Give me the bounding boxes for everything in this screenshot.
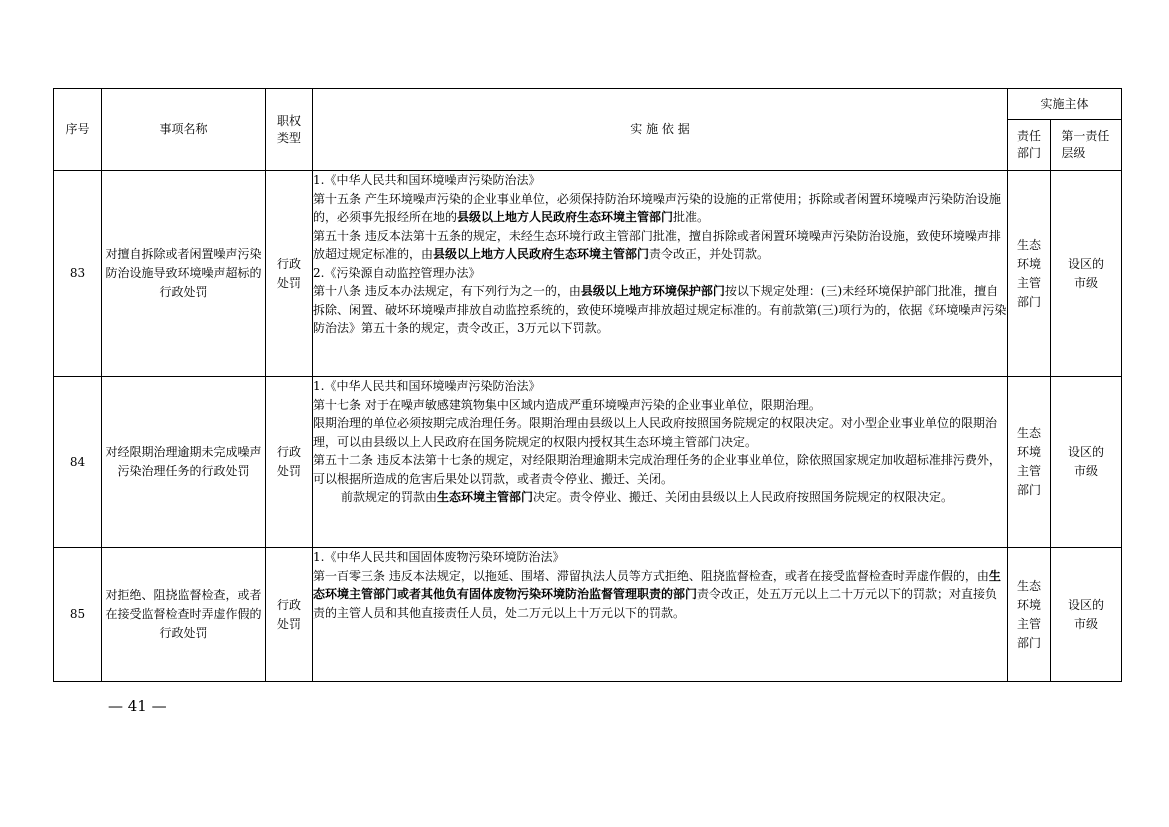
basis-paragraph: 第五十二条 违反本法第十七条的规定，对经限期治理逾期未完成治理任务的企业事业单位，除依照国家规定加收超标准排污费外，可以根据所造成的危害后果处以罚款，或者责令停业、搬迁、关闭。 <box>313 453 1001 486</box>
item-name: 对经限期治理逾期未完成噪声污染治理任务的行政处罚 <box>102 377 266 548</box>
basis-emphasis: 县级以上地方环境保护部门 <box>580 284 725 298</box>
basis-paragraph: 1.《中华人民共和国环境噪声污染防治法》 <box>313 173 541 187</box>
basis-paragraph: 2.《污染源自动监控管理办法》 <box>313 265 481 280</box>
header-level: 第一责任层级 <box>1051 120 1122 171</box>
power-type: 行政处罚 <box>266 548 313 682</box>
enforcement-table <box>53 88 1122 682</box>
row-number: 84 <box>54 377 102 548</box>
responsible-dept: 生态环境主管部门 <box>1008 171 1051 377</box>
responsible-level: 设区的市级 <box>1051 548 1122 682</box>
basis-emphasis: 县级以上地方人民政府生态环境主管部门 <box>433 247 650 261</box>
row-number: 83 <box>54 171 102 377</box>
basis-text <box>313 548 1008 682</box>
basis-paragraph: 第十八条 违反本办法规定，有下列行为之一的，由县级以上地方环境保护部门按以下规定处理：(三)未经环境保护部门批准，擅自拆除、闲置、破坏环境噪声排放自动监控系统的，致使环境噪声排放超过规定标准的。有前款第(三)项行为的，依据《环境噪声污染防治法》第五十条的规定，责令改正，3万元以下罚款。 <box>313 284 1007 335</box>
power-type: 行政处罚 <box>266 171 313 377</box>
basis-paragraph: 1.《中华人民共和国固体废物污染环境防治法》 <box>313 550 565 564</box>
basis-emphasis: 县级以上地方人民政府生态环境主管部门 <box>457 210 674 224</box>
table-row <box>54 377 1122 548</box>
responsible-dept: 生态环境主管部门 <box>1008 548 1051 682</box>
basis-paragraph: 第五十条 违反本法第十五条的规定，未经生态环境行政主管部门批准，擅自拆除或者闲置环境噪声污染防治设施，致使环境噪声排放超过规定标准的，由县级以上地方人民政府生态环境主管部门责令改正，并处罚款。 <box>313 228 1001 261</box>
header-subject: 实施主体 <box>1008 89 1122 120</box>
basis-emphasis: 生态环境主管部门或者其他负有固体废物污染环境防治监督管理职责的部门 <box>313 568 1001 601</box>
header-power-type: 职权类型 <box>266 89 313 171</box>
basis-text <box>313 377 1008 548</box>
header-basis: 实 施 依 据 <box>313 89 1008 171</box>
item-name: 对拒绝、阻挠监督检查，或者在接受监督检查时弄虚作假的行政处罚 <box>102 548 266 682</box>
basis-paragraph: 1.《中华人民共和国环境噪声污染防治法》 <box>313 379 541 393</box>
page-number: — 41 — <box>108 697 167 715</box>
basis-paragraph: 第十五条 产生环境噪声污染的企业事业单位，必须保持防治环境噪声污染的设施的正常使用；拆除或者闲置环境噪声污染防治设施的，必须事先报经所在地的县级以上地方人民政府生态环境主管部门批准。 <box>313 191 1001 224</box>
basis-emphasis: 生态环境主管部门 <box>437 490 534 504</box>
header-dept: 责任部门 <box>1008 120 1051 171</box>
power-type: 行政处罚 <box>266 377 313 548</box>
responsible-level: 设区的市级 <box>1051 171 1122 377</box>
header-item-name: 事项名称 <box>102 89 266 171</box>
basis-paragraph: 限期治理的单位必须按期完成治理任务。限期治理由县级以上人民政府按照国务院规定的权限决定。对小型企业事业单位的限期治理，可以由县级以上人民政府在国务院规定的权限内授权其生态环境主管部门决定。 <box>313 416 998 449</box>
responsible-dept: 生态环境主管部门 <box>1008 377 1051 548</box>
table-row <box>54 548 1122 682</box>
basis-paragraph: 第十七条 对于在噪声敏感建筑物集中区域内造成严重环境噪声污染的企业事业单位，限期治理。 <box>313 397 821 412</box>
responsible-level: 设区的市级 <box>1051 377 1122 548</box>
item-name: 对擅自拆除或者闲置噪声污染防治设施导致环境噪声超标的行政处罚 <box>102 171 266 377</box>
row-number: 85 <box>54 548 102 682</box>
basis-paragraph: 前款规定的罚款由生态环境主管部门决定。责令停业、搬迁、关闭由县级以上人民政府按照国务院规定的权限决定。 <box>341 490 954 504</box>
header-seq: 序号 <box>54 89 102 171</box>
table-row <box>54 171 1122 377</box>
basis-paragraph: 第一百零三条 违反本法规定，以拖延、围堵、滞留执法人员等方式拒绝、阻挠监督检查，或者在接受监督检查时弄虚作假的，由生态环境主管部门或者其他负有固体废物污染环境防治监督管理职责的部门责令改正，处五万元以上二十万元以下的罚款；对直接负责的主管人员和其他直接责任人员，处二万元以上十万元以下的罚款。 <box>313 568 1001 620</box>
basis-text <box>313 171 1008 377</box>
